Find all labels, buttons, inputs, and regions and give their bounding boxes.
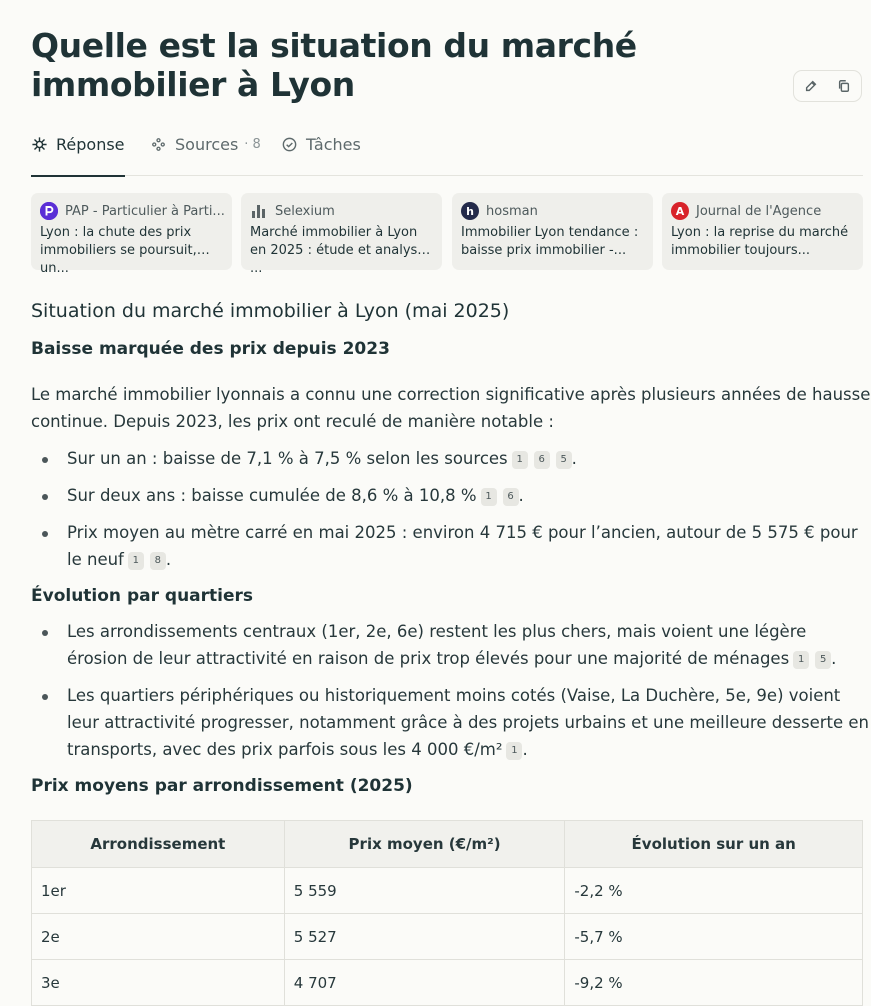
source-card[interactable] xyxy=(31,193,232,276)
sources-icon xyxy=(150,136,167,157)
table-cell: 3e xyxy=(32,960,285,1006)
copy-icon xyxy=(837,79,851,93)
table-row xyxy=(32,914,863,960)
districts-list xyxy=(31,618,871,763)
citation-badge[interactable]: 1 xyxy=(512,451,528,469)
source-snippet: Immobilier Lyon tendance : baisse prix immobilier -... xyxy=(461,225,639,258)
source-name: Selexium xyxy=(275,203,335,219)
answer-content xyxy=(31,298,871,798)
answer-icon xyxy=(31,136,48,157)
source-cards xyxy=(31,193,863,276)
column-header: Arrondissement xyxy=(32,821,285,868)
section-title: Prix moyens par arrondissement (2025) xyxy=(31,776,413,796)
column-header: Évolution sur un an xyxy=(565,821,863,868)
section-title: Évolution par quartiers xyxy=(31,586,254,606)
price-table xyxy=(31,820,863,1006)
list-item: Les quartiers périphériques ou historiquement moins cotés (Vaise, La Duchère, 5e, 9e) voient leur attractivité progresser, notamment grâce à des projets urbains et une meilleure desserte en transports, avec des prix parfois sous les 4 000 €/m² 1 . xyxy=(31,682,871,763)
source-name: Journal de l'Agence xyxy=(696,203,822,219)
list-item: Sur deux ans : baisse cumulée de 8,6 % à 10,8 % 1 6 . xyxy=(31,482,871,509)
citation-badge[interactable]: 8 xyxy=(150,552,166,570)
answer-tabs xyxy=(31,131,863,176)
table-row xyxy=(32,868,863,914)
edit-button[interactable] xyxy=(794,71,828,101)
copy-button[interactable] xyxy=(828,71,862,101)
source-card[interactable] xyxy=(452,193,653,270)
selexium-logo-icon xyxy=(250,202,268,220)
table-header-row xyxy=(32,821,863,868)
tab-sources-label: Sources xyxy=(175,135,239,154)
pap-logo-icon xyxy=(40,202,58,220)
tab-tasks[interactable] xyxy=(281,131,361,176)
source-name: PAP - Particulier à Parti... xyxy=(65,203,225,219)
citation-badge[interactable]: 1 xyxy=(481,488,497,506)
intro-paragraph: Le marché immobilier lyonnais a connu une correction significative après plusieurs années de hausse continue. Depuis 2023, les prix ont reculé de manière notable : xyxy=(31,385,871,431)
table-cell: 4 707 xyxy=(284,960,565,1006)
citation-badge[interactable]: 6 xyxy=(503,488,519,506)
sources-count: · 8 xyxy=(244,137,261,152)
table-cell: 5 527 xyxy=(284,914,565,960)
edit-icon xyxy=(804,79,818,93)
source-card[interactable] xyxy=(241,193,442,276)
column-header: Prix moyen (€/m²) xyxy=(284,821,565,868)
citation-badge[interactable]: 5 xyxy=(815,651,831,669)
tab-answer[interactable] xyxy=(31,131,125,176)
check-circle-icon xyxy=(281,136,298,157)
page-title: Quelle est la situation du marché immobilier à Lyon xyxy=(31,26,637,104)
table-cell: 1er xyxy=(32,868,285,914)
source-name: hosman xyxy=(486,203,538,219)
tab-sources[interactable] xyxy=(150,131,261,176)
table-cell: 5 559 xyxy=(284,868,565,914)
citation-badge[interactable]: 5 xyxy=(556,451,572,469)
list-item: Prix moyen au mètre carré en mai 2025 : environ 4 715 € pour l’ancien, autour de 5 575 € pour le neuf 1 8 . xyxy=(31,519,871,573)
source-snippet: Marché immobilier à Lyon en 2025 : étude et analyse ... xyxy=(250,225,426,276)
answer-heading: Situation du marché immobilier à Lyon (mai 2025) xyxy=(31,300,510,322)
source-snippet: Lyon : la reprise du marché immobilier toujours... xyxy=(671,225,849,258)
source-snippet: Lyon : la chute des prix immobiliers se poursuit, un... xyxy=(40,225,197,276)
list-item: Les arrondissements centraux (1er, 2e, 6e) restent les plus chers, mais voient une légère érosion de leur attractivité en raison de prix trop élevés pour une majorité de ménages 1 5 . xyxy=(31,618,871,672)
citation-badge[interactable]: 6 xyxy=(534,451,550,469)
table-cell: -2,2 % xyxy=(565,868,863,914)
title-actions xyxy=(793,70,862,102)
source-card[interactable] xyxy=(662,193,863,270)
citation-badge[interactable]: 1 xyxy=(793,651,809,669)
table-cell: 2e xyxy=(32,914,285,960)
journal-agence-logo-icon: A xyxy=(671,202,689,220)
citation-badge[interactable]: 1 xyxy=(506,742,522,760)
section-title: Baisse marquée des prix depuis 2023 xyxy=(31,339,390,359)
tab-tasks-label: Tâches xyxy=(306,135,361,154)
list-item: Sur un an : baisse de 7,1 % à 7,5 % selon les sources 1 6 5 . xyxy=(31,445,871,472)
citation-badge[interactable]: 1 xyxy=(128,552,144,570)
hosman-logo-icon: h xyxy=(461,202,479,220)
tab-answer-label: Réponse xyxy=(56,135,125,154)
table-row xyxy=(32,960,863,1006)
table-cell: -5,7 % xyxy=(565,914,863,960)
price-drop-list xyxy=(31,445,871,573)
table-cell: -9,2 % xyxy=(565,960,863,1006)
